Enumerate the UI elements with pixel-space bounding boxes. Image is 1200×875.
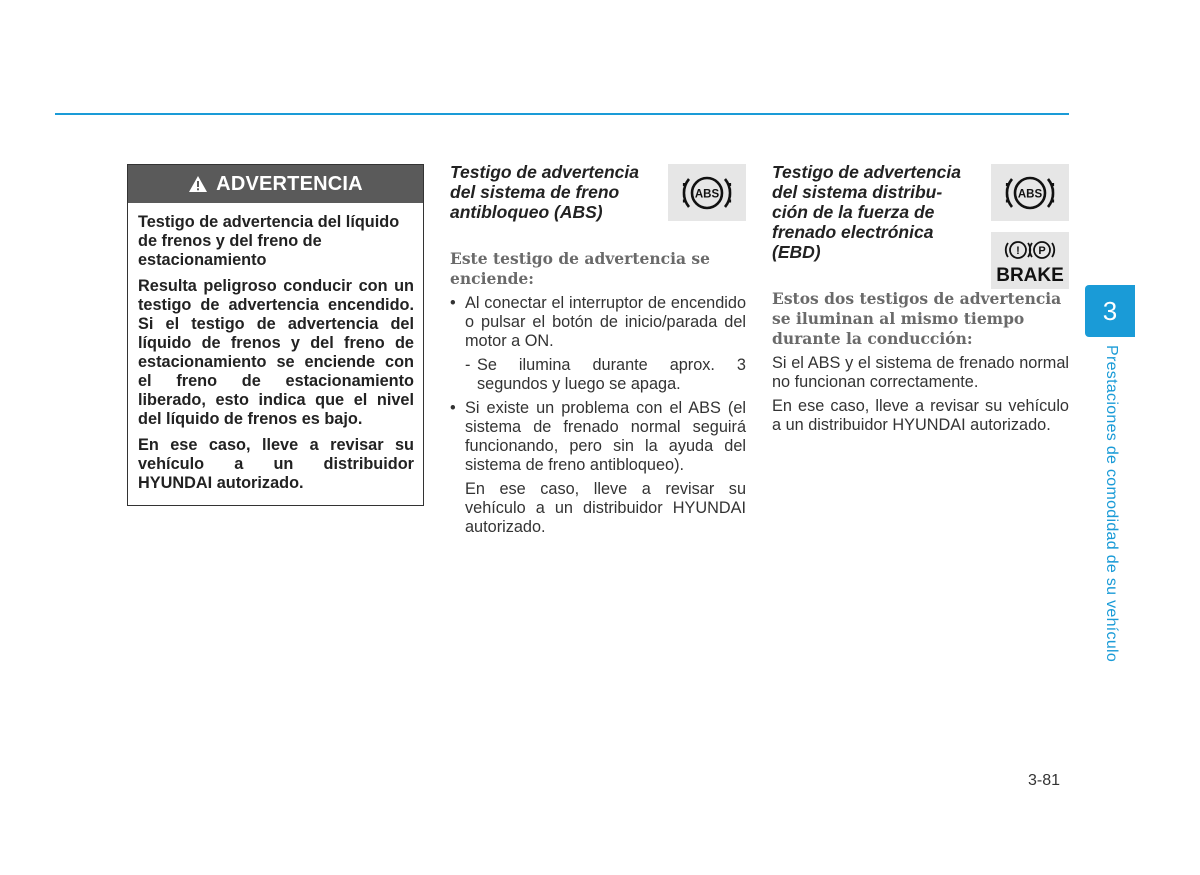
warning-body [128, 203, 423, 505]
warning-box [127, 164, 424, 506]
abs-lead: Este testigo de advertencia se enciende: [450, 249, 710, 288]
ebd-section-title: Testigo de advertencia del sistema distribu- ción de la fuerza de frenado electrónica (EBD) [772, 162, 961, 262]
svg-text:ABS: ABS [1017, 188, 1043, 200]
abs-indicator-icon [991, 164, 1069, 221]
ebd-paragraph: Si el ABS y el sistema de frenado normal no funcionan correctamente. [772, 354, 1069, 391]
list-item: • Si existe un problema con el ABS (el sistema de frenado normal seguirá funcionando, pero sin la ayuda del sistema de freno antibloqueo). [450, 399, 746, 474]
abs-section-title: Testigo de advertencia del sistema de freno antibloqueo (ABS) [450, 162, 639, 222]
warning-title: ADVERTENCIA [216, 172, 363, 195]
list-item: - Se ilumina durante aprox. 3 segundos y luego se apaga. [465, 356, 746, 393]
chapter-tab: 3 [1085, 285, 1135, 337]
warning-paragraph: En ese caso, lleve a revisar su vehículo a un distribuidor HYUNDAI autorizado. [138, 436, 414, 492]
list-item: • Al conectar el interruptor de encendido o pulsar el botón de inicio/parada del motor a ON. [450, 294, 746, 350]
warning-paragraph: Resulta peligroso conducir con un testigo de advertencia encendido. Si el testigo de advertencia del líquido de frenos y del freno de estacionamiento se enciende con el freno de estacionamiento liberado, esto indica que el nivel del líquido de frenos es bajo. [138, 277, 414, 428]
warning-triangle-icon [188, 175, 208, 193]
ebd-paragraph: En ese caso, lleve a revisar su vehículo a un distribuidor HYUNDAI autorizado. [772, 397, 1069, 434]
abs-indicator-icon [668, 164, 746, 221]
abs-section [450, 162, 746, 537]
abs-follow-text: En ese caso, lleve a revisar su vehículo a un distribuidor HYUNDAI autorizado. [465, 480, 746, 536]
page-number: 3-81 [1028, 772, 1061, 789]
header-rule [55, 113, 1069, 115]
warning-heading: Testigo de advertencia del líquido de frenos y del freno de estacionamiento [138, 213, 400, 269]
svg-text:!: ! [1016, 244, 1020, 257]
ebd-lead: Estos dos testigos de advertencia se iluminan al mismo tiempo durante la conducción: [772, 289, 1062, 348]
brake-indicator-icon [991, 232, 1069, 289]
warning-header [128, 165, 423, 203]
svg-text:P: P [1038, 244, 1046, 257]
svg-text:ABS: ABS [694, 188, 720, 200]
ebd-section [772, 162, 1069, 435]
svg-text:BRAKE: BRAKE [996, 264, 1064, 286]
chapter-label: Prestaciones de comodidad de su vehículo [1103, 345, 1120, 663]
